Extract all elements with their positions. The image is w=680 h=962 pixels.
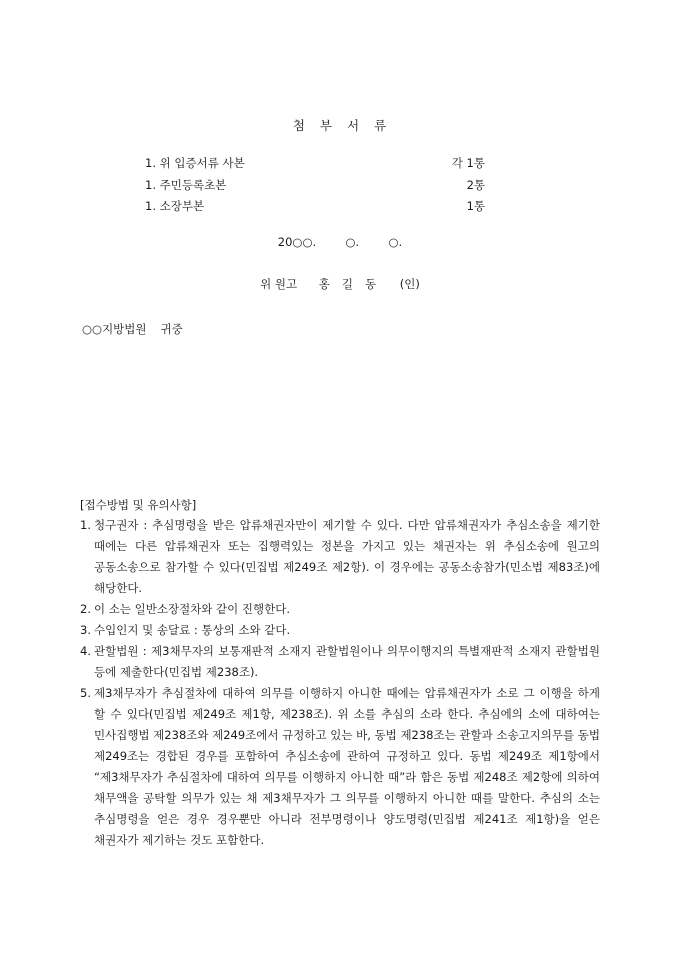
- plaintiff-name-char: 홍: [318, 277, 330, 291]
- plaintiff-role: 위 원고: [260, 277, 298, 291]
- note-item: [80, 620, 600, 641]
- attachment-item: [145, 155, 485, 171]
- title-char: 서: [347, 118, 361, 133]
- attachment-label: 1. 소장부본: [145, 199, 205, 213]
- attachment-item: [145, 177, 485, 193]
- note-item: [80, 599, 600, 620]
- plaintiff-name-char: 동: [365, 277, 377, 291]
- title-char: 류: [374, 118, 388, 133]
- note-text: 수입인지 및 송달료 : 통상의 소와 같다.: [94, 623, 291, 637]
- plaintiff-name-char: 길: [341, 277, 353, 291]
- plaintiff-signature: [0, 276, 680, 292]
- note-text: 청구권자 : 추심명령을 받은 압류채권자만이 제기할 수 있다. 다만 압류채권자가 추심소송을 제기한 때에는 다른 압류채권자 또는 집행력있는 정본을 가지고 있는 채권자는 위 추심소송에 원고의 공동소송으로 참가할 수 있다(민집법 제249조 제2항). 이 경우에는 공동소송참가(민소법 제83조)에 해당한다.: [94, 518, 600, 595]
- notes-heading: [접수방법 및 유의사항]: [80, 498, 197, 512]
- note-text: 관할법원 : 제3채무자의 보통재판적 소재지 관할법원이나 의무이행지의 특별재판적 소재지 관할법원 등에 제출한다(민집법 제238조).: [94, 644, 600, 679]
- date-year: 20○○.: [277, 235, 317, 249]
- note-item: [80, 683, 600, 851]
- title-char: 부: [319, 118, 333, 133]
- attachment-item: [145, 198, 485, 214]
- title-char: 첨: [292, 118, 306, 133]
- note-number: 3.: [80, 623, 91, 637]
- note-item: [80, 641, 600, 683]
- notes-list: [80, 515, 600, 851]
- note-text: 제3채무자가 추심절차에 대하여 의무를 이행하지 아니한 때에는 압류채권자가 소로 그 이행을 하게 할 수 있다(민집법 제249조 제1항, 제238조). 위 소를 추심의 소라 한다. 추심에의 소에 대하여는 민사집행법 제238조와 제249조에서 규정하고 있는 바, 동법 제238조는 관할과 소송고지의무를 동법 제249조는 경합된 경우를 포함하여 추심소송에 관하여 규정하고 있다. 동법 제249조 제1항에서 “제3채무자가 추심절차에 대하여 의무를 이행하지 아니한 때”라 함은 동법 제248조 제2항에 의하여 채무액을 공탁할 의무가 있는 채 제3채무자가 그 의무를 이행하지 아니한 때를 말한다. 추심의 소는 추심명령을 얻은 경우 경우뿐만 아니라 전부명령이나 양도명령(민집법 제241조 제1항)을 얻은 채권자가 제기하는 것도 포함한다.: [94, 686, 600, 847]
- attachment-count: 1통: [466, 199, 485, 213]
- filing-date: [0, 235, 680, 249]
- attachment-label: 1. 주민등록초본: [145, 178, 227, 192]
- note-number: 4.: [80, 644, 91, 658]
- note-item: [80, 515, 600, 599]
- court-name: ○○지방법원: [82, 322, 147, 336]
- date-day: ○.: [388, 235, 403, 249]
- attachment-label: 1. 위 입증서류 사본: [145, 156, 245, 170]
- court-suffix: 귀중: [160, 322, 183, 336]
- note-number: 2.: [80, 602, 91, 616]
- note-text: 이 소는 일반소장절차와 같이 진행한다.: [94, 602, 291, 616]
- note-number: 1.: [80, 518, 91, 532]
- note-number: 5.: [80, 686, 91, 700]
- attachments-title: [0, 116, 680, 134]
- date-month: ○.: [345, 235, 360, 249]
- seal-mark: (인): [399, 277, 420, 291]
- attachment-count: 2통: [466, 178, 485, 192]
- attachment-count: 각 1통: [451, 156, 485, 170]
- court-addressee: [82, 321, 183, 337]
